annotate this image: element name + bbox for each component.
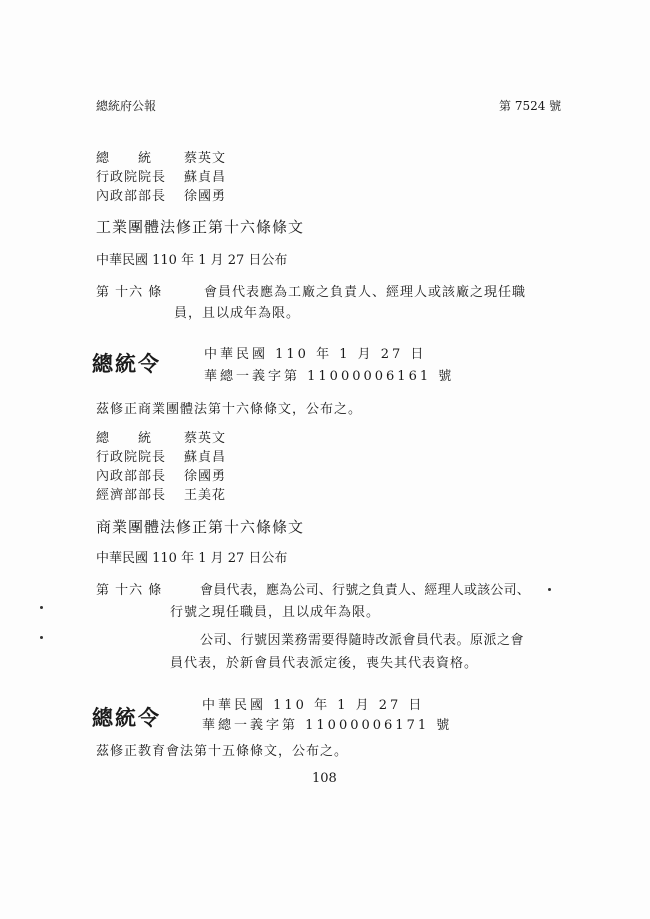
page-number: 108 bbox=[312, 771, 337, 786]
law-title: 工業團體法修正第十六條條文 bbox=[96, 218, 305, 236]
signatory-title: 經濟部部長 bbox=[96, 488, 167, 503]
signatory-title: 內政部部長 bbox=[96, 469, 167, 484]
law-title: 商業團體法修正第十六條條文 bbox=[96, 518, 305, 536]
signatory-title: 總 統 bbox=[96, 431, 153, 446]
article-text: 行號之現任職員，且以成年為限。 bbox=[170, 605, 381, 620]
scan-speck bbox=[40, 606, 43, 609]
article-text: 公司、行號因業務需要得隨時改派會員代表。原派之會 bbox=[200, 633, 525, 648]
presidential-order-mark: 總統令 bbox=[92, 351, 161, 376]
signatory-name: 王美花 bbox=[184, 488, 227, 503]
publication-name: 總統府公報 bbox=[96, 99, 157, 113]
scan-speck bbox=[548, 588, 551, 591]
promulgation-date: 中華民國 110 年 1 月 27 日公布 bbox=[96, 253, 288, 268]
scan-speck bbox=[40, 636, 43, 639]
signatory-name: 蔡英文 bbox=[184, 151, 227, 166]
article-text: 會員代表應為工廠之負責人、經理人或該廠之現任職 bbox=[204, 285, 527, 300]
article-label: 第 十六 條 bbox=[96, 285, 163, 300]
issue-number: 第 7524 號 bbox=[499, 99, 562, 113]
signatory-name: 蔡英文 bbox=[184, 431, 227, 446]
signatory-name: 徐國勇 bbox=[184, 469, 227, 484]
order-date: 中華民國 110 年 1 月 27 日 bbox=[202, 698, 425, 713]
order-date: 中華民國 110 年 1 月 27 日 bbox=[204, 347, 427, 362]
order-number: 華總一義字第 11000006161 號 bbox=[204, 369, 455, 384]
signatory-title: 內政部部長 bbox=[96, 189, 167, 204]
signatory-name: 蘇貞昌 bbox=[184, 170, 227, 185]
signatory-name: 蘇貞昌 bbox=[184, 450, 227, 465]
presidential-order-mark: 總統令 bbox=[92, 705, 161, 730]
signatory-title: 行政院院長 bbox=[96, 170, 167, 185]
order-text: 茲修正教育會法第十五條條文，公布之。 bbox=[96, 744, 349, 759]
signatory-title: 總 統 bbox=[96, 151, 153, 166]
signatory-title: 行政院院長 bbox=[96, 450, 167, 465]
signatory-name: 徐國勇 bbox=[184, 189, 227, 204]
article-text: 員代表，於新會員代表派定後，喪失其代表資格。 bbox=[170, 656, 479, 671]
article-text: 會員代表，應為公司、行號之負責人、經理人或該公司、 bbox=[200, 583, 531, 598]
article-text: 員，且以成年為限。 bbox=[174, 306, 301, 321]
article-label: 第 十六 條 bbox=[96, 583, 163, 598]
promulgation-date: 中華民國 110 年 1 月 27 日公布 bbox=[96, 551, 288, 566]
order-number: 華總一義字第 11000006171 號 bbox=[202, 718, 453, 733]
order-text: 茲修正商業團體法第十六條條文，公布之。 bbox=[96, 402, 363, 417]
